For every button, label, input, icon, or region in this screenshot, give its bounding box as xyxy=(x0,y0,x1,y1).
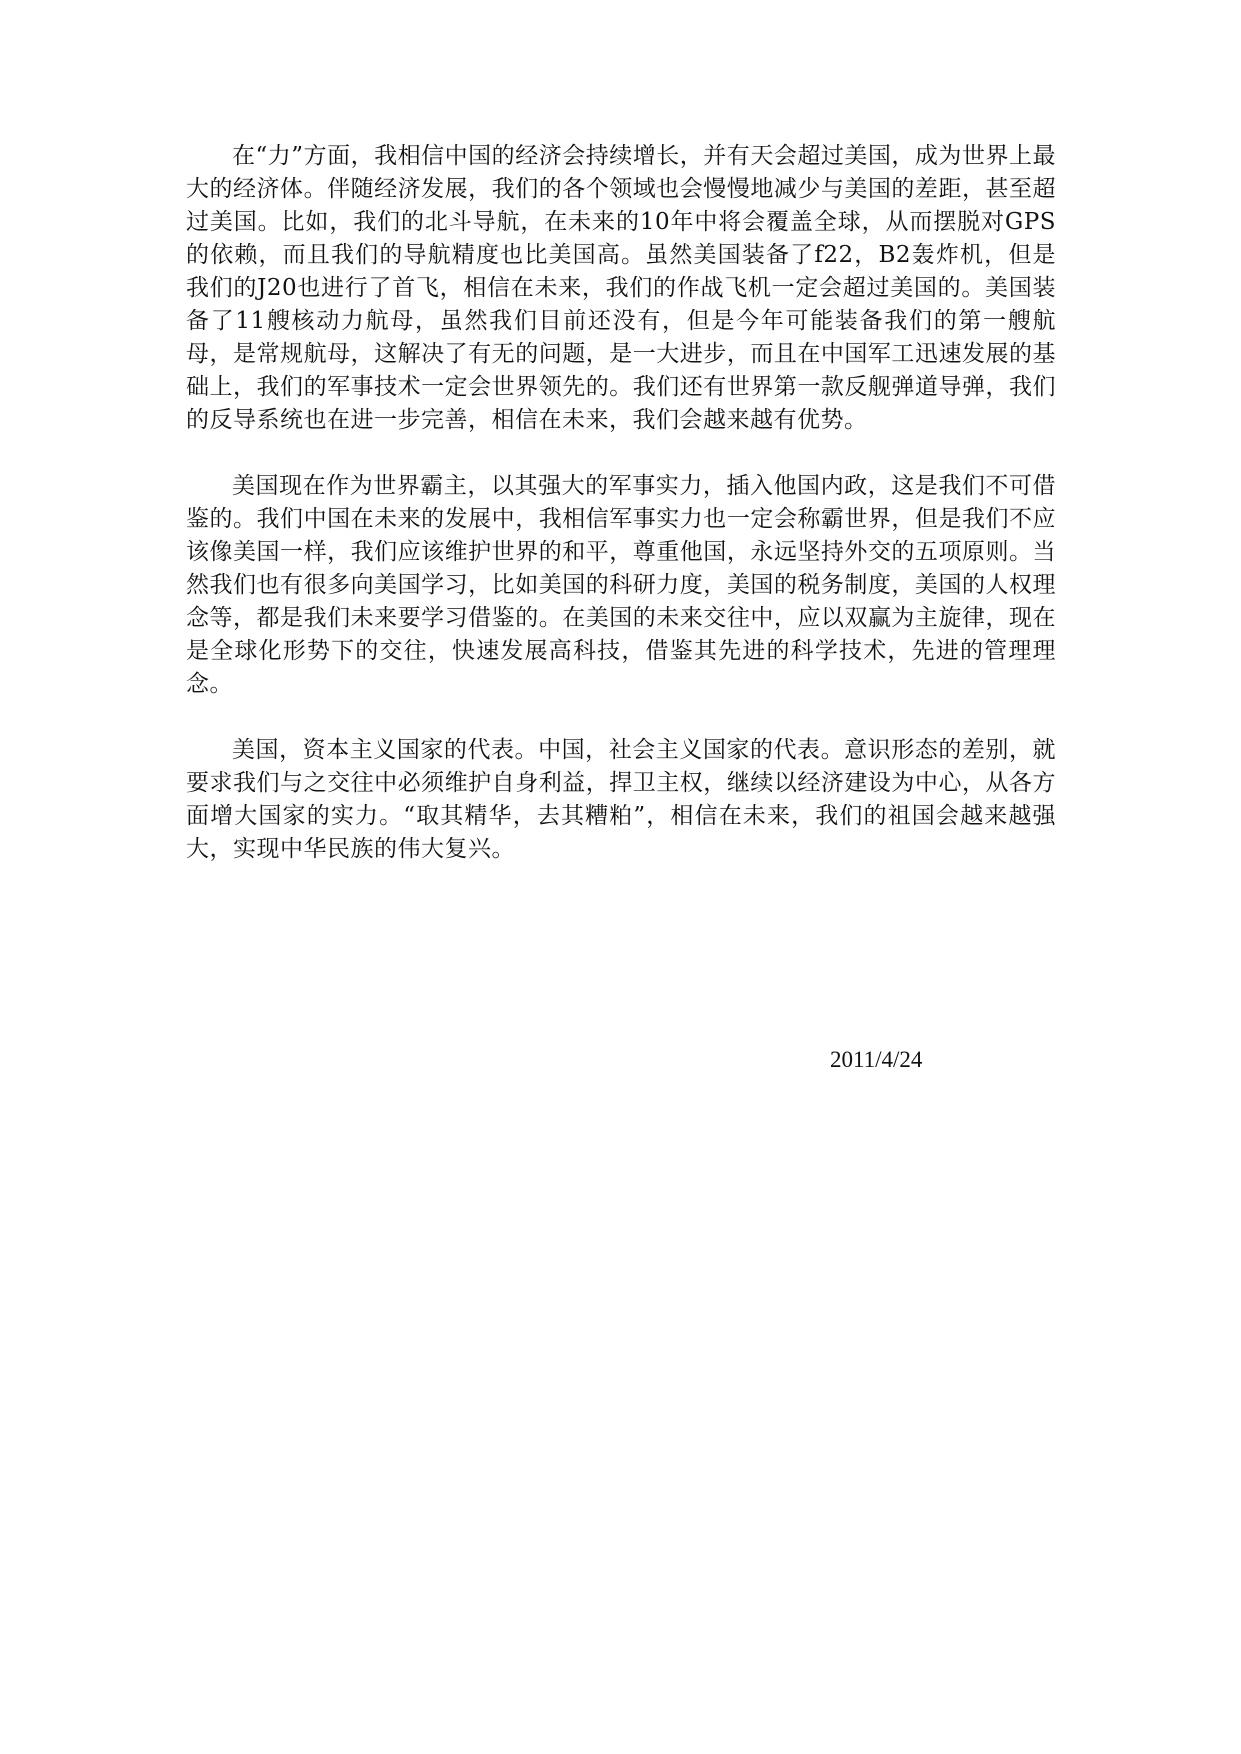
paragraph-2: 美国现在作为世界霸主，以其强大的军事实力，插入他国内政，这是我们不可借鉴的。我们中国在未来的发展中，我相信军事实力也一定会称霸世界，但是我们不应该像美国一样，我们应该维护世界的和平，尊重他国，永远坚持外交的五项原则。当然我们也有很多向美国学习，比如美国的科研力度，美国的税务制度，美国的人权理念等，都是我们未来要学习借鉴的。在美国的未来交往中，应以双赢为主旋律，现在是全球化形势下的交往，快速发展高科技，借鉴其先进的科学技术，先进的管理理念。 xyxy=(186,473,1056,697)
document-body xyxy=(186,140,1056,899)
document-date: 2011/4/24 xyxy=(830,1047,923,1072)
paragraph-3: 美国，资本主义国家的代表。中国，社会主义国家的代表。意识形态的差别，就要求我们与之交往中必须维护自身利益，捍卫主权，继续以经济建设为中心，从各方面增大国家的实力。“取其精华，去其糟粕”，相信在未来，我们的祖国会越来越强大，实现中华民族的伟大复兴。 xyxy=(186,737,1056,862)
paragraph-1: 在“力”方面，我相信中国的经济会持续增长，并有天会超过美国，成为世界上最大的经济体。伴随经济发展，我们的各个领域也会慢慢地减少与美国的差距，甚至超过美国。比如，我们的北斗导航，在未来的10年中将会覆盖全球，从而摆脱对GPS的依赖，而且我们的导航精度也比美国高。虽然美国装备了f22，B2轰炸机，但是我们的J20也进行了首飞，相信在未来，我们的作战飞机一定会超过美国的。美国装备了11艘核动力航母，虽然我们目前还没有，但是今年可能装备我们的第一艘航母，是常规航母，这解决了有无的问题，是一大进步，而且在中国军工迅速发展的基础上，我们的军事技术一定会世界领先的。我们还有世界第一款反舰弹道导弹，我们的反导系统也在进一步完善，相信在未来，我们会越来越有优势。 xyxy=(186,143,1056,433)
